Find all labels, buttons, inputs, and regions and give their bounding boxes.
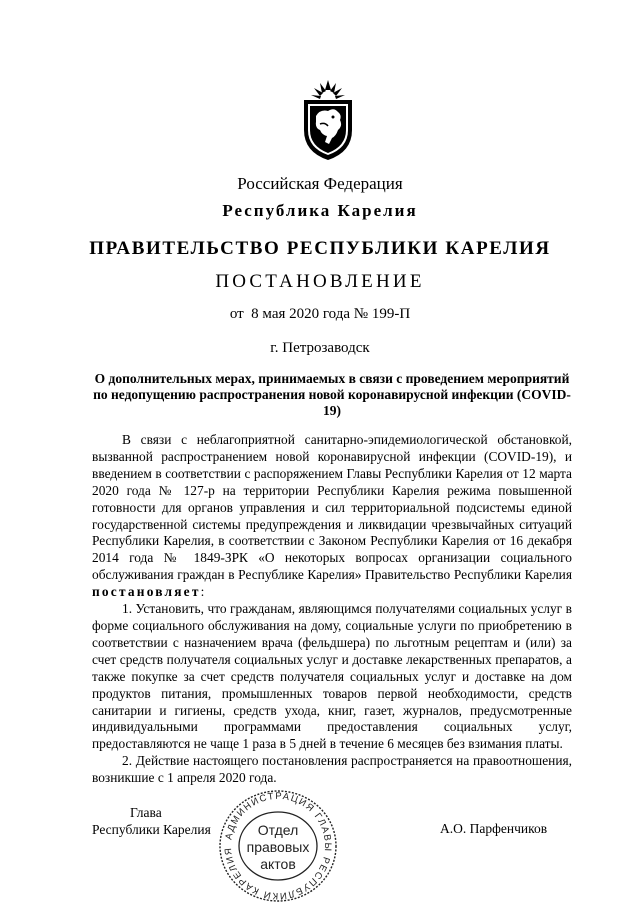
- item-1: 1. Установить, что гражданам, являющимся получателями социальных услуг в форме социального обслуживания на дому, социальные услуги по приобретению в соответствии с назначением врача (фельдшера) по льготным рецептам и (или) за счет средств получателя социальных услуг и доставке лекарственных препаратов, а также покупке за счет средств получателя социальных услуг и доставке на дом продуктов питания, промышленных товаров первой необходимости, средств санитарии и гигиены, средств ухода, книг, газет, журналов, предусмотренные индивидуальными программами предоставления социальных услуг, предоставляются не чаще 1 раза в 5 дней в течение 6 месяцев без взимания платы.: [92, 601, 572, 752]
- stamp-line1: Отдел: [257, 822, 299, 838]
- official-stamp: [216, 788, 340, 904]
- stamp-ring-text: АДМИНИСТРАЦИЯ ГЛАВЫ РЕСПУБЛИКИ КАРЕЛИЯ: [222, 790, 334, 902]
- stamp-line3: актов: [260, 856, 296, 872]
- karelia-coat-of-arms-icon: [298, 78, 358, 162]
- preamble-text: В связи с неблагоприятной санитарно-эпидемиологической обстановкой, вызванной распространением новой коронавирусной инфекции (COVID-19), и введением в соответствии с распоряжением Главы Республики Карелия от 12 марта 2020 года № 127-р на территории Республики Карелия режима повышенной готовности для органов управления и сил территориальной подсистемы единой государственной системы предупреждения и ликвидации чрезвычайных ситуаций Республики Карелия, в соответствии с Законом Республики Карелия от 16 декабря 2014 года № 1849-ЗРК «О некоторых вопросах организации социального обслуживания граждан в Республике Карелия» Правительство Республики Карелия: [92, 432, 572, 583]
- resolves-punct: :: [200, 584, 205, 600]
- document-subject: О дополнительных мерах, принимаемых в связи с проведением мероприятий по недопущению распространения новой коронавирусной инфекции (COVID-19): [93, 371, 571, 418]
- preamble-paragraph: [92, 432, 572, 601]
- city: г. Петрозаводск: [270, 340, 370, 356]
- signatory-title-line2: Республики Карелия: [92, 822, 211, 837]
- document-body: [92, 432, 572, 787]
- signatory-title-line1: Глава: [130, 805, 162, 820]
- date-and-number: от 8 мая 2020 года № 199-П: [229, 306, 411, 322]
- government-title: ПРАВИТЕЛЬСТВО РЕСПУБЛИКИ КАРЕЛИЯ: [89, 238, 551, 259]
- resolves-word: постановляет: [92, 584, 201, 600]
- republic-name: Республика Карелия: [222, 201, 418, 220]
- stamp-line2: правовых: [246, 839, 310, 855]
- country-name: Российская Федерация: [237, 174, 403, 193]
- item-2: 2. Действие настоящего постановления распространяется на правоотношения, возникшие с 1 апреля 2020 года.: [92, 753, 572, 786]
- signatory-name: А.О. Парфенчиков: [440, 821, 548, 836]
- document-type: ПОСТАНОВЛЕНИЕ: [215, 271, 425, 292]
